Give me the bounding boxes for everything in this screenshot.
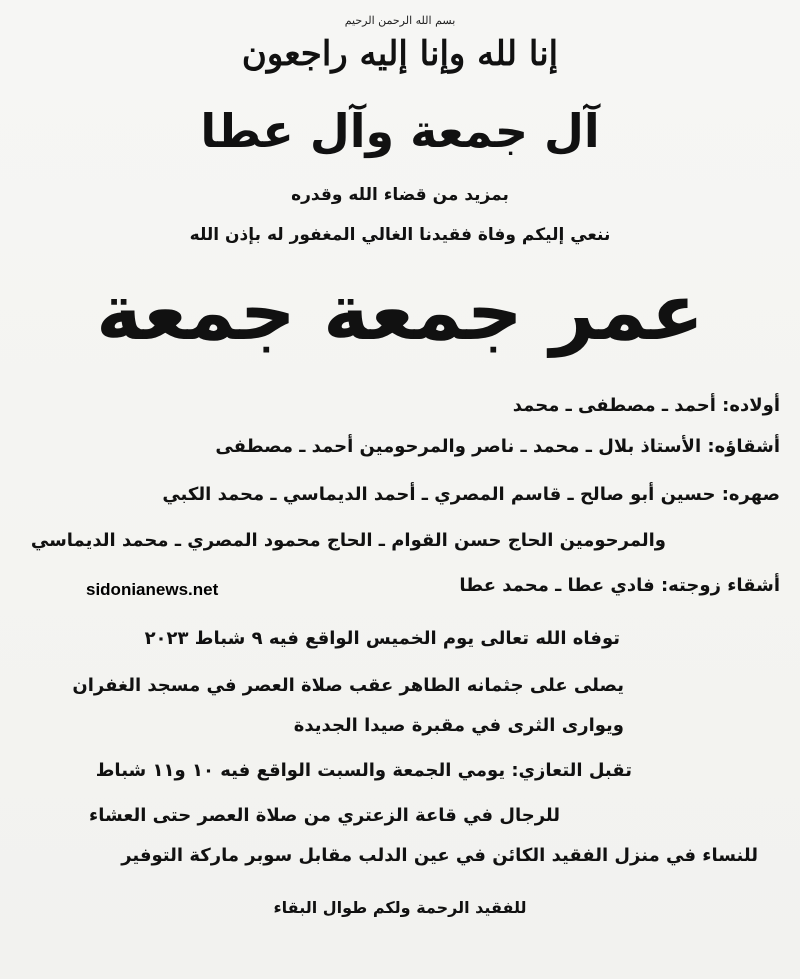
prayer-line: يصلى على جثمانه الطاهر عقب صلاة العصر في مسجد الغفران [72, 675, 624, 696]
men-condolences-line: للرجال في قاعة الزعتري من صلاة العصر حتى العشاء [89, 805, 560, 826]
women-condolences-line: للنساء في منزل الفقيد الكائن في عين الدلب مقابل سوبر ماركة التوفير [121, 845, 758, 866]
late-in-laws-line: والمرحومين الحاج حسن القوام ـ الحاج محمود المصري ـ محمد الديماسي [30, 530, 666, 551]
condolences-line: تقبل التعازي: يومي الجمعة والسبت الواقع فيه ١٠ و١١ شباط [95, 760, 632, 781]
watermark: sidonianews.net [86, 580, 219, 599]
basmala: بسم الله الرحمن الرحيم [344, 14, 456, 27]
in-laws-line: صهره: حسين أبو صالح ـ قاسم المصري ـ أحمد الديماسي ـ محمد الكبي [162, 484, 780, 505]
family-names: آل جمعة وآل عطا [200, 104, 600, 158]
intro-line-1: بمزيد من قضاء الله وقدره [291, 185, 509, 205]
brothers-line: أشقاؤه: الأستاذ بلال ـ محمد ـ ناصر والمرحومين أحمد ـ مصطفى [215, 436, 780, 457]
burial-line: ويوارى الثرى في مقبرة صيدا الجديدة [293, 715, 624, 736]
intro-line-2: ننعي إليكم وفاة فقيدنا الغالي المغفور له بإذن الله [189, 225, 611, 245]
closing-line: للفقيد الرحمة ولكم طوال البقاء [273, 898, 527, 917]
sons-line: أولاده: أحمد ـ مصطفى ـ محمد [512, 395, 780, 416]
quran-verse: إنا لله وإنا إليه راجعون [241, 34, 559, 74]
death-date-line: توفاه الله تعالى يوم الخميس الواقع فيه ٩ شباط ٢٠٢٣ [144, 628, 620, 649]
wife-siblings-line: أشقاء زوجته: فادي عطا ـ محمد عطا [459, 575, 780, 596]
deceased-name: عمر جمعة جمعة [95, 268, 705, 358]
